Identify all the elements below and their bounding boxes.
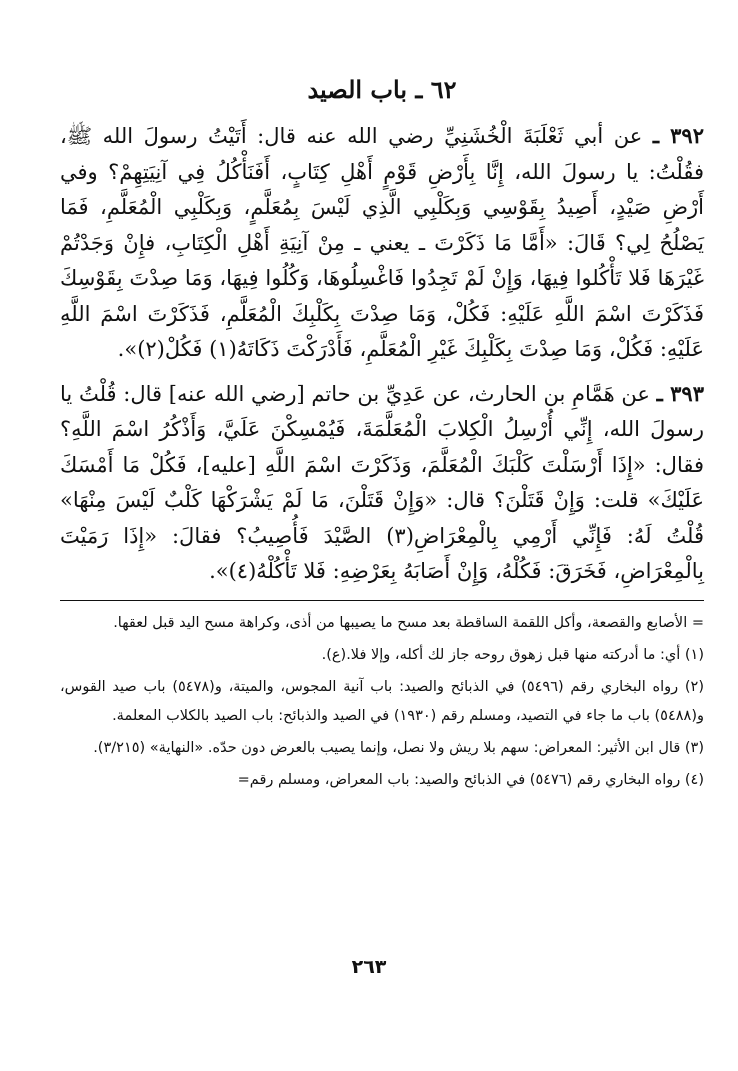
footnote-4: (٤) رواه البخاري رقم (٥٤٧٦) في الذبائح والصيد: باب المعراض، ومسلم رقم= [237, 771, 704, 788]
footnote-1: (١) أي: ما أدركته منها قبل زهوق روحه جاز لك أكله، وإلا فلا.(ع). [321, 646, 704, 663]
footnotes [60, 600, 704, 795]
hadith-text: عن هَمَّامِ بن الحارث، عن عَدِيِّ بن حاتم [رضي الله عنه] قال: قُلْتُ يا رسولَ الله، إِنِّي أُرْسِلُ الْكِلابَ الْمُعَلَّمَةَ، فَيُمْسِكْنَ عَلَيَّ، وَأَذْكُرُ اسْمَ اللَّهِ؟ فقال: «إِذَا أَرْسَلْتَ كَلْبَكَ الْمُعَلَّمَ، وَذَكَرْتَ اسْمَ اللَّهِ [عليه]، فَكُلْ مَا أَمْسَكَ عَلَيْكَ» قلت: وَإِنْ قَتَلْنَ؟ قال: «وَإِنْ قَتَلْنَ، مَا لَمْ يَشْرَكْهَا كَلْبٌ لَيْسَ مِنْهَا» قُلْتُ لَهُ: فَإِنِّي أَرْمِي بِالْمِعْرَاضِ(٣) الصَّيْدَ فَأُصِيبُ؟ فقالَ: «إِذَا رَمَيْتَ بِالْمِعْرَاضِ، فَخَرَقَ: فَكُلْهُ، وَإِنْ أَصَابَهُ بِعَرْضِهِ: فَلا تَأْكُلْهُ(٤)». [60, 381, 704, 583]
chapter-title: ٦٢ ـ باب الصيد [307, 75, 457, 104]
page-body [60, 56, 704, 798]
hadith-number: ٣٩٢ ـ [652, 123, 704, 148]
footnote-continuation: = الأصابع والقصعة، وأكل اللقمة الساقطة بعد مسح ما يصيبها من أذى، وكراهة مسح اليد قبل لعقها. [113, 614, 704, 631]
hadith-393 [60, 376, 704, 590]
hadith-392 [60, 118, 704, 368]
footnote-3: (٣) قال ابن الأثير: المعراض: سهم بلا ريش ولا نصل، وإنما يصيب بالعرض دون حدّه. «النهاية» (٣/٢١٥). [93, 739, 704, 756]
hadith-text: عن أبي ثَعْلَبَةَ الْخُشَنِيِّ رضي الله عنه قال: أَتَيْتُ رسولَ الله ﷺ، فقُلْتُ: يا رسولَ الله، إِنَّا بِأَرْضِ قَوْمٍ أَهْلِ كِتَابٍ، أَفَنَأْكُلُ فِي آنِيَتِهِمْ؟ وفي أَرْضِ صَيْدٍ، أَصِيدُ بِقَوْسِي وَبِكَلْبِي الَّذِي لَيْسَ بِمُعَلَّمٍ، وَبِكَلْبِي الْمُعَلَّمِ، فَمَا يَصْلُحُ لِي؟ قَالَ: «أَمَّا مَا ذَكَرْتَ ـ يعني ـ مِنْ آنِيَةِ أَهْلِ الْكِتَابِ، فإِنْ وَجَدْتُمْ غَيْرَهَا فَلا تَأْكُلوا فِيهَا، وَإِنْ لَمْ تَجِدُوا فَاغْسِلُوهَا، وَكُلُوا فِيهَا، وَمَا صِدْتَ بِقَوْسِكَ فَذَكَرْتَ اسْمَ اللَّهِ عَلَيْهِ: فَكُلْ، وَمَا صِدْتَ بِكَلْبِكَ الْمُعَلَّمِ، فَذَكَرْتَ اسْمَ اللَّهِ عَلَيْهِ: فَكُلْ، وَمَا صِدْتَ بِكَلْبِكَ غَيْرِ الْمُعَلَّمِ، فَأَدْرَكْتَ ذَكَاتَهُ(١) فَكُلْ(٢)». [60, 124, 704, 361]
hadith-number: ٣٩٣ ـ [656, 380, 704, 406]
footnote-2: (٢) رواه البخاري رقم (٥٤٩٦) في الذبائح والصيد: باب آنية المجوس، والميتة، و(٥٤٧٨) باب صيد القوس، و(٥٤٨٨) باب ما جاء في التصيد، ومسلم رقم (١٩٣٠) في الصيد والذبائح: باب الصيد بالكلاب المعلمة. [60, 678, 705, 724]
page-number: ٢٦٣ [351, 956, 387, 978]
